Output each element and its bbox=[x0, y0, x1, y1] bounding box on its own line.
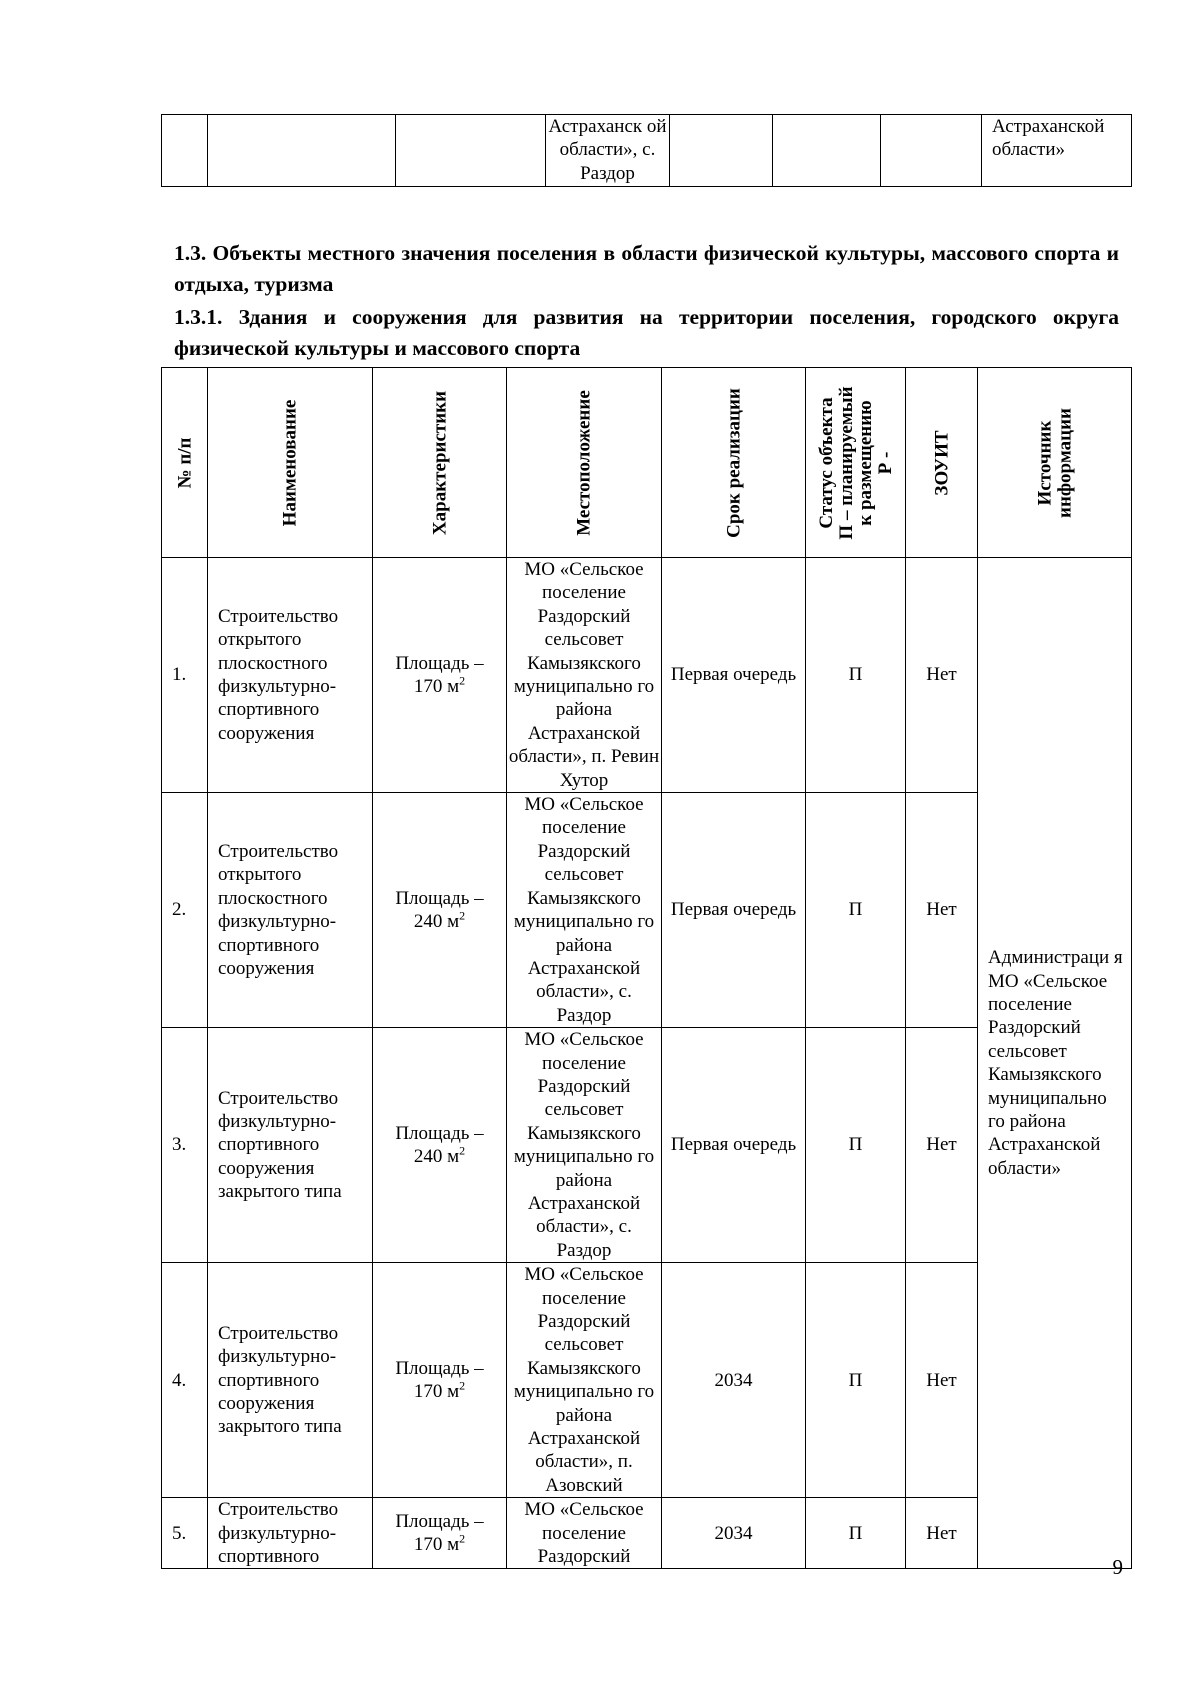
row-zouit: Нет bbox=[906, 1028, 978, 1263]
table-row bbox=[162, 115, 1132, 187]
row-characteristics: Площадь – 170 $м^2$ bbox=[373, 558, 507, 793]
row-term: 2034 bbox=[662, 1498, 806, 1569]
row-characteristics: Площадь – 240 $м^2$ bbox=[373, 793, 507, 1028]
header-status: Статус объекта П – планируемый к размещению Р - bbox=[806, 368, 906, 558]
row-zouit: Нет bbox=[906, 1498, 978, 1569]
continuation-table bbox=[161, 114, 1132, 187]
row-location: МО «Сельское поселение Раздорский сельсовет Камызякского муниципально го района Астраханской области», с. Раздор bbox=[507, 793, 662, 1028]
table-header-row bbox=[162, 368, 1132, 558]
row-name: Строительство открытого плоскостного физкультурно-спортивного сооружения bbox=[208, 558, 373, 793]
subsection-heading: 1.3.1. Здания и сооружения для развития на территории поселения, городского округа физической культуры и массового спорта bbox=[174, 305, 1119, 360]
row-zouit: Нет bbox=[906, 1263, 978, 1498]
header-zouit: ЗОУИТ bbox=[906, 368, 978, 558]
source-cell: Астраханской области» bbox=[982, 115, 1132, 187]
section-heading: 1.3. Объекты местного значения поселения в области физической культуры, массового спорта и отдыха, туризма bbox=[174, 241, 1119, 296]
row-location: МО «Сельское поселение Раздорский сельсовет Камызякского муниципально го района Астраханской области», п. Азовский bbox=[507, 1263, 662, 1498]
row-zouit: Нет bbox=[906, 558, 978, 793]
facilities-table bbox=[161, 367, 1132, 1569]
row-number: 4. bbox=[162, 1263, 208, 1498]
header-location: Местоположение bbox=[507, 368, 662, 558]
page-number: 9 bbox=[1112, 1555, 1123, 1579]
table-row bbox=[162, 558, 1132, 793]
row-name: Строительство открытого плоскостного физкультурно-спортивного сооружения bbox=[208, 793, 373, 1028]
header-source: Источник информации bbox=[978, 368, 1132, 558]
row-number: 2. bbox=[162, 793, 208, 1028]
row-term: Первая очередь bbox=[662, 558, 806, 793]
row-status: П bbox=[806, 793, 906, 1028]
row-location: МО «Сельское поселение Раздорский сельсовет Камызякского муниципально го района Астраханской области», п. Ревин Хутор bbox=[507, 558, 662, 793]
row-name: Строительство физкультурно-спортивного сооружения закрытого типа bbox=[208, 1263, 373, 1498]
row-name: Строительство физкультурно-спортивного bbox=[208, 1498, 373, 1569]
row-status: П bbox=[806, 1498, 906, 1569]
row-number: 1. bbox=[162, 558, 208, 793]
header-term: Срок реализации bbox=[662, 368, 806, 558]
row-number: 3. bbox=[162, 1028, 208, 1263]
row-characteristics: Площадь – 170 $м^2$ bbox=[373, 1498, 507, 1569]
source-info-cell: Администраци я МО «Сельское поселение Раздорский сельсовет Камызякского муниципально го района Астраханской области» bbox=[978, 558, 1132, 1569]
header-characteristics: Характеристики bbox=[373, 368, 507, 558]
row-status: П bbox=[806, 558, 906, 793]
header-num: № п/п bbox=[162, 368, 208, 558]
row-location: МО «Сельское поселение Раздорский bbox=[507, 1498, 662, 1569]
row-term: Первая очередь bbox=[662, 1028, 806, 1263]
header-name: Наименование bbox=[208, 368, 373, 558]
row-characteristics: Площадь – 240 $м^2$ bbox=[373, 1028, 507, 1263]
row-characteristics: Площадь – 170 $м^2$ bbox=[373, 1263, 507, 1498]
row-term: Первая очередь bbox=[662, 793, 806, 1028]
row-status: П bbox=[806, 1028, 906, 1263]
row-name: Строительство физкультурно-спортивного сооружения закрытого типа bbox=[208, 1028, 373, 1263]
row-zouit: Нет bbox=[906, 793, 978, 1028]
row-number: 5. bbox=[162, 1498, 208, 1569]
row-location: МО «Сельское поселение Раздорский сельсовет Камызякского муниципально го района Астраханской области», с. Раздор bbox=[507, 1028, 662, 1263]
location-cell: Астраханск ой области», с. Раздор bbox=[546, 115, 670, 187]
row-term: 2034 bbox=[662, 1263, 806, 1498]
row-status: П bbox=[806, 1263, 906, 1498]
